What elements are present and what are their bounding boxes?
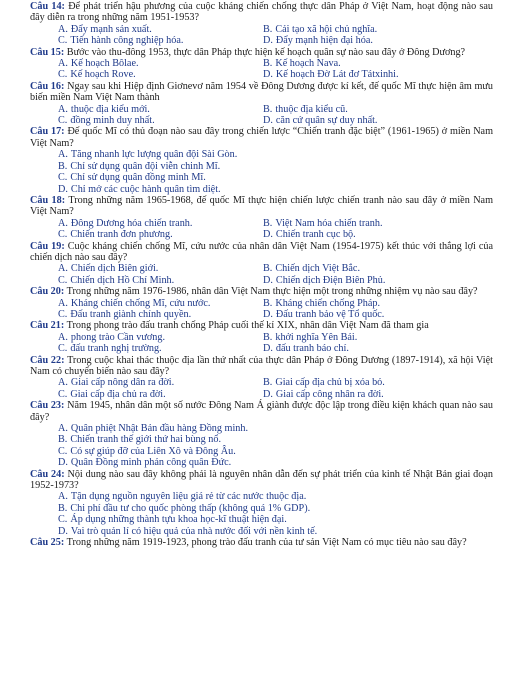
option-letter: A. [58, 297, 68, 309]
answer-option [58, 275, 263, 286]
answer-options [30, 377, 493, 400]
answer-options [30, 149, 493, 195]
option-letter: D. [263, 308, 273, 320]
option-text: phong trào Cần vương. [70, 331, 166, 343]
option-text: Đấu tranh giành chính quyền. [70, 308, 192, 320]
answer-option [58, 309, 263, 320]
answer-option [58, 377, 263, 388]
question-block [30, 47, 493, 81]
answer-option [263, 229, 493, 240]
answer-option [58, 389, 263, 400]
question-block [30, 355, 493, 401]
question-number: Câu 16: [30, 80, 65, 92]
option-text: căn cứ quân sự duy nhất. [275, 115, 378, 127]
answer-option [58, 434, 493, 445]
answer-option [58, 24, 263, 35]
option-letter: A. [58, 491, 68, 503]
option-letter: D. [263, 69, 273, 81]
option-text: Kế hoạch Rove. [70, 69, 136, 81]
option-letter: B. [58, 502, 68, 514]
option-letter: D. [263, 388, 273, 400]
question-stem: Ngay sau khi Hiệp định Giơnevơ năm 1954 về Đông Dương được kí kết, đế quốc Mĩ thực hiện âm mưu biến miền Nam Việt Nam thành [30, 80, 493, 104]
question-number: Câu 18: [30, 194, 66, 206]
option-text: Giai cấp công nhân ra đời. [275, 388, 384, 400]
option-text: Quân Đồng minh phản công quân Đức. [70, 457, 232, 469]
question-stem: Nội dung nào sau đây không phải là nguyên nhân dẫn đến sự phát triển của kinh tế Nhật Bản giai đoạn 1952-1973? [30, 468, 493, 492]
option-letter: A. [58, 58, 68, 70]
option-text: Tăng nhanh lực lượng quân đội Sài Gòn. [70, 149, 238, 161]
answer-option [58, 503, 493, 514]
question-stem: Để phát triển hậu phương của cuộc kháng chiến chống thực dân Pháp ở Việt Nam, hoạt động nào sau đây diễn ra trong những năm 1951-1953? [30, 1, 493, 24]
question-text [30, 537, 493, 548]
question-block [30, 469, 493, 537]
option-text: Chỉ sử dụng quân đội viễn chinh Mĩ. [70, 160, 221, 172]
option-letter: C. [58, 35, 68, 47]
answer-options [30, 218, 493, 241]
question-text [30, 320, 493, 331]
answer-options [30, 263, 493, 286]
option-letter: C. [58, 343, 68, 355]
question-number: Câu 23: [30, 400, 65, 412]
option-letter: A. [58, 377, 68, 389]
answer-options [30, 298, 493, 321]
answer-option [58, 514, 493, 525]
option-letter: C. [58, 445, 68, 457]
answer-option [58, 491, 493, 502]
question-text [30, 241, 493, 264]
question-number: Câu 20: [30, 286, 65, 298]
option-letter: A. [58, 423, 68, 435]
answer-option [58, 446, 493, 457]
question-number: Câu 25: [30, 537, 65, 549]
option-letter: A. [58, 217, 68, 229]
question-block [30, 81, 493, 127]
answer-option [58, 218, 263, 229]
option-letter: B. [58, 434, 68, 446]
question-stem: Trong những năm 1965-1968, đế quốc Mĩ thực hiện chiến lược chiến tranh nào sau đây ở miền Nam Việt Nam? [30, 194, 493, 218]
option-letter: C. [58, 229, 68, 241]
question-text [30, 1, 493, 24]
option-letter: C. [58, 172, 68, 184]
question-text [30, 126, 493, 149]
option-letter: A. [58, 331, 68, 343]
answer-option [263, 332, 493, 343]
option-text: Kháng chiến chống Mĩ, cứu nước. [70, 297, 211, 309]
answer-option [58, 423, 493, 434]
question-number: Câu 17: [30, 126, 65, 138]
question-number: Câu 15: [30, 46, 65, 58]
option-text: Chiến dịch Hồ Chí Minh. [70, 274, 175, 286]
question-block [30, 195, 493, 241]
answer-option [58, 172, 493, 183]
option-text: Có sự giúp đỡ của Liên Xô và Đông Âu. [70, 445, 236, 457]
question-number: Câu 22: [30, 354, 65, 366]
answer-option [263, 275, 493, 286]
option-text: thuộc địa kiểu mới. [70, 103, 150, 115]
answer-option [58, 298, 263, 309]
answer-option [263, 24, 493, 35]
question-text [30, 469, 493, 492]
option-text: Chiến tranh thế giới thứ hai bùng nổ. [70, 434, 222, 446]
question-text [30, 47, 493, 58]
question-block [30, 320, 493, 354]
question-stem: Đế quốc Mĩ có thủ đoạn nào sau đây trong chiến lược “Chiến tranh đặc biệt” (1961-1965) ở miền Nam Việt Nam? [30, 126, 494, 149]
question-number: Câu 21: [30, 320, 65, 332]
answer-option [58, 343, 263, 354]
option-text: Đông Dương hóa chiến tranh. [70, 217, 193, 229]
option-text: Chiến dịch Biên giới. [70, 263, 159, 275]
option-text: Chiến dịch Điện Biên Phủ. [275, 274, 386, 286]
option-letter: C. [58, 514, 68, 526]
option-text: thuộc địa kiểu cũ. [275, 103, 348, 115]
question-number: Câu 19: [30, 240, 65, 252]
question-stem: Trong phong trào đấu tranh chống Pháp cuối thế kỉ XIX, nhân dân Việt Nam đã tham gia [66, 320, 429, 332]
option-text: Giai cấp địa chủ ra đời. [70, 388, 166, 400]
option-text: Giai cấp nông dân ra đời. [70, 377, 175, 389]
option-text: Áp dụng những thành tựu khoa học-kĩ thuật hiện đại. [70, 514, 287, 526]
answer-option [263, 389, 493, 400]
question-stem: Trong cuộc khai thác thuộc địa lần thứ nhất của thực dân Pháp ở Đông Dương (1897-1914), xã hội Việt Nam có chuyển biến nào sau đây? [30, 354, 493, 377]
answer-option [263, 263, 493, 274]
option-text: Chỉ sử dụng quân đồng minh Mĩ. [70, 172, 206, 184]
answer-option [58, 457, 493, 468]
option-text: Giai cấp địa chủ bị xóa bỏ. [275, 377, 385, 389]
answer-option [58, 263, 263, 274]
option-letter: A. [58, 263, 68, 275]
answer-option [58, 149, 493, 160]
option-letter: B. [263, 297, 273, 309]
option-text: Kế hoạch Bôlae. [70, 58, 139, 70]
option-letter: A. [58, 103, 68, 115]
question-stem: Trong những năm 1919-1923, phong trào đấu tranh của tư sản Việt Nam có mục tiêu nào sau đây? [66, 537, 467, 549]
option-letter: B. [263, 58, 273, 70]
option-text: Chiến tranh cục bộ. [275, 229, 356, 241]
option-letter: A. [58, 149, 68, 161]
option-letter: D. [263, 35, 273, 47]
question-text [30, 400, 493, 423]
question-stem: Bước vào thu-đông 1953, thực dân Pháp thực hiện kế hoạch quân sự nào sau đây ở Đông Dương? [66, 46, 466, 58]
option-text: Đấu tranh bảo vệ Tổ quốc. [275, 308, 385, 320]
answer-option [263, 309, 493, 320]
question-block [30, 241, 493, 287]
answer-option [263, 298, 493, 309]
answer-option [263, 69, 493, 80]
answer-option [263, 218, 493, 229]
answer-option [58, 526, 493, 537]
answer-option [58, 69, 263, 80]
option-text: Tận dụng nguồn nguyên liệu giá rẻ từ các nước thuộc địa. [70, 491, 307, 503]
question-block [30, 126, 493, 194]
option-text: Quân phiệt Nhật Bản đầu hàng Đồng minh. [70, 423, 249, 435]
question-number: Câu 24: [30, 468, 65, 480]
option-letter: D. [263, 343, 273, 355]
answer-options [30, 491, 493, 537]
option-text: Đẩy mạnh sản xuất. [70, 23, 152, 35]
option-text: Kháng chiến chống Pháp. [275, 297, 381, 309]
option-text: khởi nghĩa Yên Bái. [275, 331, 358, 343]
option-text: Tiến hành công nghiệp hóa. [70, 35, 184, 47]
question-text [30, 81, 493, 104]
option-letter: C. [58, 274, 68, 286]
answer-option [58, 161, 493, 172]
option-letter: B. [263, 103, 273, 115]
answer-option [263, 35, 493, 46]
option-text: Chiến tranh đơn phương. [70, 229, 173, 241]
option-text: đấu tranh nghị trường. [70, 343, 162, 355]
answer-option [263, 377, 493, 388]
question-block [30, 286, 493, 320]
option-letter: C. [58, 115, 68, 127]
question-number: Câu 14: [30, 1, 65, 12]
option-letter: B. [263, 217, 273, 229]
option-letter: D. [58, 183, 68, 195]
option-text: Việt Nam hóa chiến tranh. [275, 217, 383, 229]
answer-options [30, 104, 493, 127]
answer-option [58, 332, 263, 343]
question-text [30, 195, 493, 218]
option-letter: B. [263, 377, 273, 389]
option-text: Chi phí đầu tư cho quốc phòng thấp (không quá 1% GDP). [70, 502, 311, 514]
answer-option [263, 104, 493, 115]
option-text: đồng minh duy nhất. [70, 115, 155, 127]
answer-options [30, 332, 493, 355]
option-letter: B. [58, 160, 68, 172]
option-letter: C. [58, 388, 68, 400]
question-text [30, 286, 493, 297]
answer-option [58, 58, 263, 69]
question-text [30, 355, 493, 378]
option-letter: C. [58, 69, 68, 81]
question-block [30, 537, 493, 548]
option-text: Kế hoạch Nava. [275, 58, 341, 70]
question-block [30, 400, 493, 468]
answer-option [58, 104, 263, 115]
answer-option [263, 343, 493, 354]
answer-options [30, 423, 493, 469]
answer-option [58, 229, 263, 240]
option-text: Cải tạo xã hội chủ nghĩa. [275, 23, 378, 35]
option-text: Chiến dịch Việt Bắc. [275, 263, 360, 275]
answer-options [30, 58, 493, 81]
option-letter: D. [263, 274, 273, 286]
question-stem: Cuộc kháng chiến chống Mĩ, cứu nước của nhân dân Việt Nam (1954-1975) kết thúc với thắng lợi của chiến dịch nào sau đây? [30, 240, 493, 263]
option-text: Kế hoạch Đờ Lát đơ Tátxinhi. [275, 69, 399, 81]
question-stem: Năm 1945, nhân dân một số nước Đông Nam Á giành được độc lập trong điều kiện khách quan nào sau đây? [30, 400, 494, 423]
answer-option [58, 35, 263, 46]
question-stem: Trong những năm 1976-1986, nhân dân Việt Nam thực hiện một trong những nhiệm vụ nào sau đây? [66, 286, 478, 298]
option-text: Đẩy mạnh hiện đại hóa. [275, 35, 373, 47]
answer-option [58, 184, 493, 195]
option-letter: B. [263, 263, 273, 275]
option-letter: D. [58, 525, 68, 537]
answer-option [263, 115, 493, 126]
option-letter: B. [263, 331, 273, 343]
option-text: đấu tranh báo chí. [275, 343, 349, 355]
option-letter: D. [263, 115, 273, 127]
option-letter: D. [58, 457, 68, 469]
question-block [30, 1, 493, 47]
option-letter: C. [58, 308, 68, 320]
answer-option [58, 115, 263, 126]
option-letter: A. [58, 23, 68, 35]
option-letter: B. [263, 23, 273, 35]
option-text: Vai trò quản lí có hiệu quả của nhà nước đối với nền kinh tế. [70, 525, 318, 537]
option-text: Chỉ mở các cuộc hành quân tìm diệt. [70, 183, 221, 195]
answer-options [30, 24, 493, 47]
option-letter: D. [263, 229, 273, 241]
answer-option [263, 58, 493, 69]
